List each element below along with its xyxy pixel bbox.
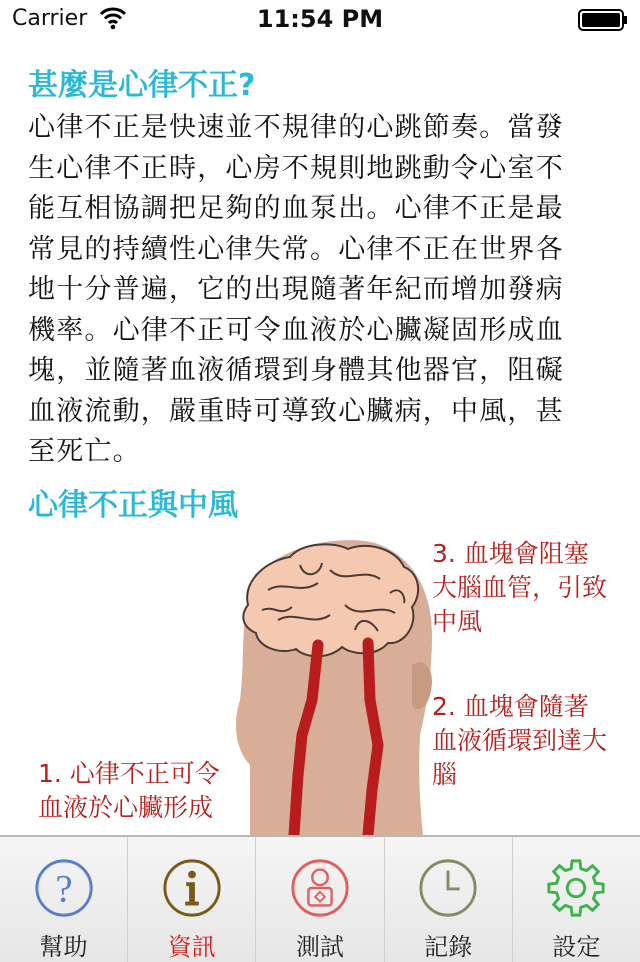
text-line: 生心律不正時，心房不規則地跳動令心室不	[28, 152, 564, 184]
battery-icon	[578, 9, 628, 31]
carrier-label: Carrier	[12, 6, 88, 31]
stroke-illustration	[0, 535, 640, 835]
caption-step-2: 2. 血塊會隨著 血液循環到達大 腦	[432, 692, 608, 789]
text-line: 血液流動，嚴重時可導致心臟病，中風，甚	[28, 395, 564, 427]
status-time: 11:54 PM	[256, 5, 384, 33]
info-icon	[160, 857, 224, 919]
text-line: 心律不正是快速並不規律的心跳節奏。當發	[28, 112, 564, 143]
tab-label: 測試	[296, 933, 344, 961]
tab-info[interactable]	[128, 837, 256, 962]
tab-bar	[0, 835, 640, 962]
clock-icon	[416, 857, 480, 919]
tab-settings[interactable]	[513, 837, 640, 962]
tab-test[interactable]	[256, 837, 384, 962]
info-content[interactable]	[0, 40, 640, 835]
text-line: 能互相協調把足夠的血泵出。心律不正是最	[28, 193, 564, 224]
tab-label: 幫助	[39, 933, 88, 961]
tab-help[interactable]	[0, 837, 128, 962]
heading-af-and-stroke: 心律不正與中風	[28, 488, 238, 523]
text-line: 常見的持續性心律失常。心律不正在世界各	[28, 233, 564, 265]
svg-text:?: ?	[54, 867, 73, 911]
text-line: 塊，並隨著血液循環到身體其他器官，阻礙	[28, 355, 564, 386]
caption-step-1: 1. 心律不正可令 血液於心臟形成	[38, 759, 220, 822]
caption-step-3: 3. 血塊會阻塞 大腦血管，引致 中風	[432, 539, 608, 636]
tab-records[interactable]	[385, 837, 513, 962]
tab-label: 記錄	[424, 933, 473, 961]
af-description	[28, 108, 612, 473]
text-line: 至死亡。	[28, 436, 141, 467]
text-line: 地十分普遍，它的出現隨著年紀而增加發病	[28, 274, 564, 305]
test-person-icon	[288, 857, 352, 919]
status-bar	[0, 0, 640, 40]
question-icon	[32, 857, 96, 919]
gear-icon	[544, 857, 608, 919]
tab-label: 設定	[552, 933, 601, 961]
tab-label: 資訊	[167, 933, 216, 961]
text-line: 機率。心律不正可令血液於心臟凝固形成血	[28, 314, 564, 346]
heading-what-is-af: 甚麼是心律不正?	[28, 68, 256, 103]
